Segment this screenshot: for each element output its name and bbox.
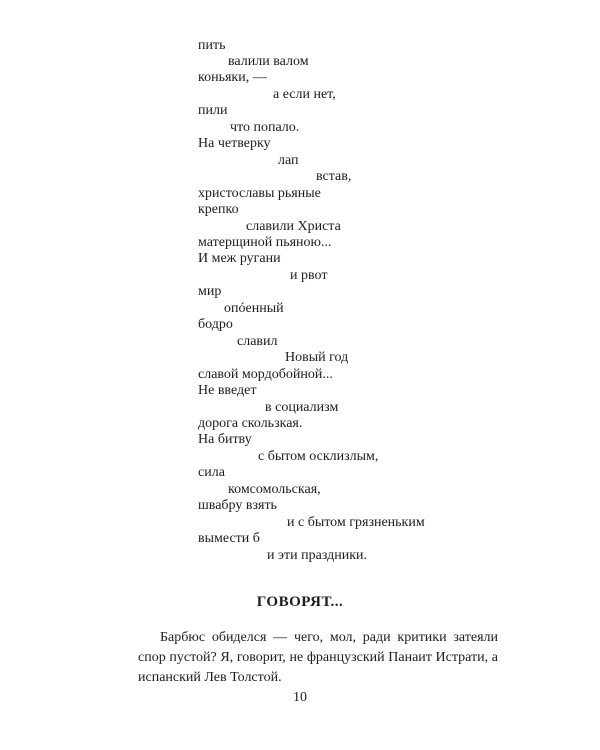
- poem-line: валили валом: [228, 54, 309, 69]
- poem-line: и эти праздники.: [267, 548, 367, 563]
- prose-block: [138, 628, 498, 688]
- poem-line: христославы рьяные: [198, 186, 321, 201]
- section-heading: ГОВОРЯТ...: [256, 594, 344, 610]
- poem-line: Новый год: [285, 350, 349, 365]
- poem-line: крепко: [198, 202, 239, 217]
- poem-line: лап: [278, 153, 299, 168]
- poem-line: а если нет,: [273, 87, 336, 102]
- poem-line: славой мордобойной...: [198, 367, 333, 382]
- poem-line: и с бытом грязненьким: [287, 515, 425, 530]
- poem-line: вымести б: [198, 531, 260, 546]
- poem-line: мир: [198, 284, 222, 299]
- page-number: 10: [293, 690, 307, 705]
- poem-line: славили Христа: [246, 219, 341, 234]
- poem-line: встав,: [316, 169, 352, 184]
- poem-line: На четверку: [198, 136, 271, 151]
- poem-line: швабру взять: [198, 498, 277, 513]
- poem-line: И меж ругани: [198, 251, 281, 266]
- poem-line: бодро: [198, 317, 233, 332]
- poem-line: коньяки, —: [198, 70, 267, 85]
- poem-line: с бытом осклизлым,: [258, 449, 379, 464]
- poem-line: славил: [237, 334, 278, 349]
- poem-line: сила: [198, 465, 225, 480]
- poem-line: в социализм: [265, 400, 339, 415]
- poem-line: пить: [198, 38, 226, 53]
- poem-line: опóенный: [224, 301, 284, 316]
- poem-line: пили: [198, 103, 228, 118]
- poem-line: комсомольская,: [228, 482, 321, 497]
- poem-line: что попало.: [230, 120, 300, 135]
- poem-line: матерщиной пьяною...: [198, 235, 332, 250]
- poem-line: дорога скользкая.: [198, 416, 303, 431]
- prose-paragraph: Барбюс обиделся — чего, мол, ради критики затеяли спор пустой? Я, говорит, не французский Панаит Истрати, а испанский Лев Толстой.: [138, 630, 498, 685]
- poem-line: и рвот: [290, 268, 328, 283]
- poem-line: На битву: [198, 432, 252, 447]
- poem-line: Не введет: [198, 383, 257, 398]
